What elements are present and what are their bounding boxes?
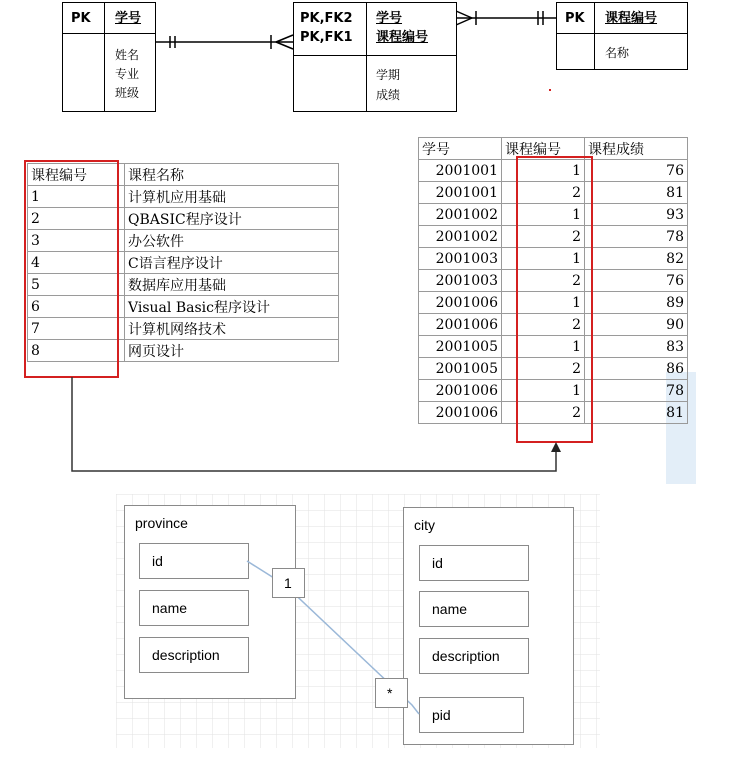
student-id-cell: 2001002: [419, 204, 502, 226]
student-id-cell: 2001005: [419, 336, 502, 358]
grade-cell: 89: [585, 292, 688, 314]
course-id-cell: 2: [502, 226, 585, 248]
score-pk-fk2-label: PK,FK2: [300, 11, 353, 26]
score-key-course: 课程编号: [376, 30, 429, 45]
student-id-cell: 2001003: [419, 248, 502, 270]
student-id-cell: 2001001: [419, 160, 502, 182]
grade-cell: 81: [585, 182, 688, 204]
score-attr: 学期: [376, 68, 401, 82]
course-attr: 名称: [605, 46, 630, 60]
student-pk-label: PK: [71, 11, 91, 26]
student-id-cell: 2001006: [419, 292, 502, 314]
student-attr: 班级: [115, 86, 140, 100]
course-id-cell: 2: [502, 270, 585, 292]
course-id-cell: 1: [502, 204, 585, 226]
course-table-header: 课程名称: [125, 164, 339, 186]
student-id-cell: 2001006: [419, 402, 502, 424]
field-label: description: [432, 648, 500, 664]
course-name-cell: 数据库应用基础: [125, 274, 339, 296]
grade-cell: 78: [585, 226, 688, 248]
student-attr: 专业: [115, 67, 140, 81]
score-key-student: 学号: [376, 11, 403, 26]
course-name-cell: C语言程序设计: [125, 252, 339, 274]
course-key-label: 课程编号: [605, 11, 658, 26]
course-id-cell: 1: [502, 292, 585, 314]
course-name-cell: Visual Basic程序设计: [125, 296, 339, 318]
course-id-cell: 7: [28, 318, 125, 340]
course-id-cell: 1: [502, 248, 585, 270]
one-label: 1: [284, 575, 292, 591]
student-id-cell: 2001003: [419, 270, 502, 292]
grade-cell: 93: [585, 204, 688, 226]
grade-cell: 78: [585, 380, 688, 402]
grade-cell: 76: [585, 270, 688, 292]
course-id-cell: 2: [502, 314, 585, 336]
course-table-header: 课程编号: [28, 164, 125, 186]
grade-cell: 82: [585, 248, 688, 270]
student-id-cell: 2001006: [419, 314, 502, 336]
course-name-cell: 网页设计: [125, 340, 339, 362]
grade-cell: 90: [585, 314, 688, 336]
course-id-cell: 2: [502, 402, 585, 424]
city-title: city: [414, 517, 435, 533]
one-cardinality: [272, 568, 305, 598]
course-id-cell: 4: [28, 252, 125, 274]
score-pk-fk1-label: PK,FK1: [300, 30, 353, 45]
course-id-cell: 2: [28, 208, 125, 230]
student-attr: 姓名: [115, 48, 140, 62]
course-name-cell: QBASIC程序设计: [125, 208, 339, 230]
province-title: province: [135, 515, 188, 531]
student-id-cell: 2001002: [419, 226, 502, 248]
grade-cell: 86: [585, 358, 688, 380]
score-table-header: 课程编号: [502, 138, 585, 160]
field-label: name: [432, 601, 468, 617]
grade-cell: 83: [585, 336, 688, 358]
course-id-cell: 6: [28, 296, 125, 318]
course-id-cell: 1: [502, 380, 585, 402]
course-id-cell: 8: [28, 340, 125, 362]
course-name-cell: 办公软件: [125, 230, 339, 252]
score-table-header: 课程成绩: [585, 138, 688, 160]
score-attr: 成绩: [376, 88, 401, 102]
field-label: name: [152, 600, 188, 616]
course-name-cell: 计算机应用基础: [125, 186, 339, 208]
student-id-cell: 2001001: [419, 182, 502, 204]
field-label: pid: [432, 707, 451, 723]
course-id-cell: 1: [28, 186, 125, 208]
student-id-cell: 2001006: [419, 380, 502, 402]
many-label: *: [387, 685, 393, 701]
field-label: description: [152, 647, 220, 663]
course-id-cell: 3: [28, 230, 125, 252]
field-label: id: [432, 555, 443, 571]
course-id-cell: 1: [502, 336, 585, 358]
field-label: id: [152, 553, 163, 569]
course-pk-label: PK: [565, 11, 585, 26]
student-id-cell: 2001005: [419, 358, 502, 380]
many-cardinality: [375, 678, 408, 708]
course-id-cell: 2: [502, 182, 585, 204]
grade-cell: 76: [585, 160, 688, 182]
course-id-cell: 5: [28, 274, 125, 296]
student-key-label: 学号: [115, 11, 142, 26]
grade-cell: 81: [585, 402, 688, 424]
course-name-cell: 计算机网络技术: [125, 318, 339, 340]
course-id-cell: 2: [502, 358, 585, 380]
score-table-header: 学号: [419, 138, 502, 160]
course-id-cell: 1: [502, 160, 585, 182]
